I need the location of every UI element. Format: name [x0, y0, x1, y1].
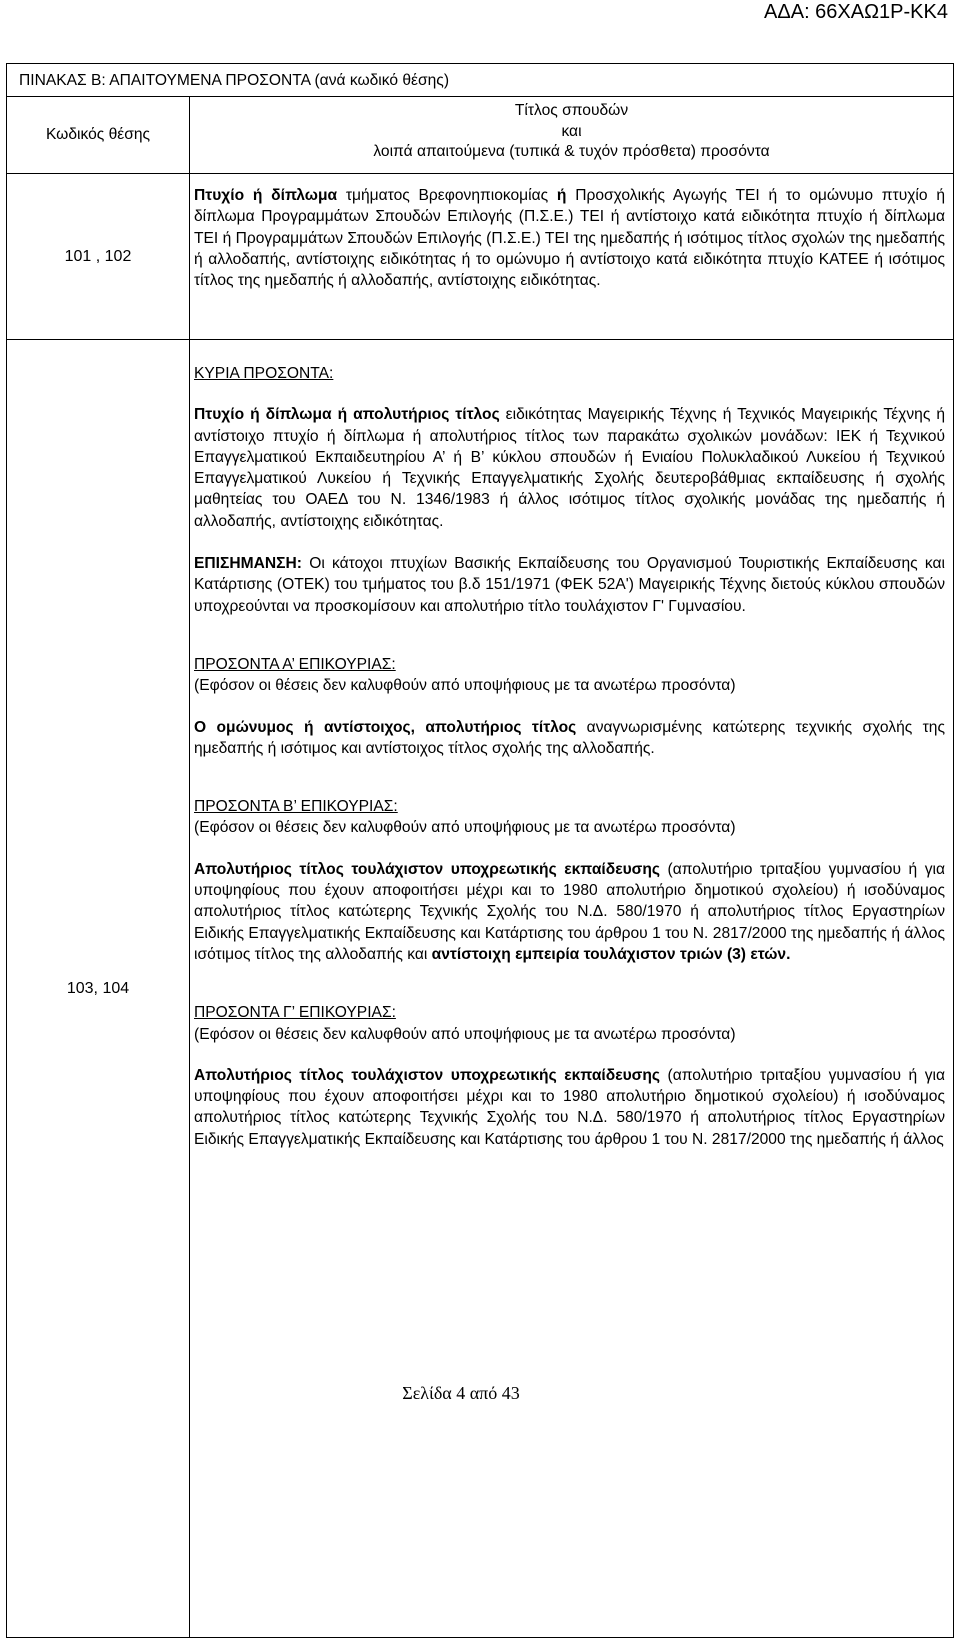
section-heading-b: ΠΡΟΣΟΝΤΑ Β’ ΕΠΙΚΟΥΡΙΑΣ: [194, 798, 398, 816]
table-header-row [7, 97, 954, 174]
section-subheading: (Εφόσον οι θέσεις δεν καλυφθούν από υποψήφιους με τα ανωτέρω προσόντα) [194, 819, 736, 837]
ada-code: ΑΔΑ: 66ΧΑΩ1Ρ-ΚΚ4 [764, 1, 948, 23]
paragraph-main: Πτυχίο ή δίπλωμα ή απολυτήριος τίτλος ειδικότητας Μαγειρικής Τέχνης ή Τεχνικός Μαγειρικής Τέχνης ή αντίστοιχο πτυχίο ή δίπλωμα ή απολυτήριος τίτλος των παρακάτω σχολικών μονάδων: ΙΕΚ ή Τεχνικού Επαγγελματικού Εκπαιδευτηρίου Α’ ή Β’ κύκλου σπουδών ή Ενιαίου Πολυκλαδικού Λυκείου ή Τεχνικού Επαγγελματικού Λυκείου ή Τεχνικής Επαγγελματικής Σχολής δευτεροβάθμιας εκπαίδευσης ή σχολής μαθητείας του ΟΑΕΔ του Ν. 1346/1983 ή άλλος ισότιμος τίτλος σχολικής μονάδας της ημεδαπής ή αλλοδαπής, αντίστοιχης ειδικότητας. [194, 406, 945, 530]
paragraph-note: ΕΠΙΣΗΜΑΝΣΗ: Οι κάτοχοι πτυχίων Βασικής Εκπαίδευσης του Οργανισμού Τουριστικής Εκπαίδευσης και Κατάρτισης (ΟΤΕΚ) του τμήματος του β.δ 151/1971 (ΦΕΚ 52Α') Μαγειρικής Τέχνης διετούς κύκλου σπουδών υποχρεούνται να προσκομίσουν και απολυτήριο τίτλο τουλάχιστον Γ' Γυμνασίου. [194, 555, 945, 615]
table-title-row [7, 64, 954, 97]
section-subheading: (Εφόσον οι θέσεις δεν καλυφθούν από υποψήφιους με τα ανωτέρω προσόντα) [194, 677, 736, 695]
column-header-code: Κωδικός θέσης [7, 97, 190, 174]
section-heading-c: ΠΡΟΣΟΝΤΑ Γ’ ΕΠΙΚΟΥΡΙΑΣ: [194, 1004, 396, 1022]
section-heading-a: ΠΡΟΣΟΝΤΑ Α’ ΕΠΙΚΟΥΡΙΑΣ: [194, 655, 396, 673]
position-code: 101 , 102 [7, 174, 190, 340]
table-title: ΠΙΝΑΚΑΣ Β: ΑΠΑΙΤΟΥΜΕΝΑ ΠΡΟΣΟΝΤΑ (ανά κωδικό θέσης) [7, 64, 954, 97]
table-row [7, 174, 954, 340]
paragraph-c: Απολυτήριος τίτλος τουλάχιστον υποχρεωτικής εκπαίδευσης (απολυτήριο τριταξίου γυμνασίου ή για υποψηφίους που έχουν αποφοιτήσει μέχρι και το 1980 απολυτήριο δημοτικού σχολείου) ή ισοδύναμος απολυτήριος τίτλος κατώτερης Τεχνικής Σχολής του Ν.Δ. 580/1970 ή απολυτήριος τίτλος Εργαστηρίων Ειδικής Επαγγελματικής Εκπαίδευσης και Κατάρτισης του άρθρου 1 του Ν. 2817/2000 της ημεδαπής ή άλλος [194, 1066, 945, 1148]
position-code: 103, 104 [7, 340, 190, 1638]
header-line: λοιπά απαιτούμενα (τυπικά & τυχόν πρόσθετα) προσόντα [373, 143, 770, 160]
section-heading-main: ΚΥΡΙΑ ΠΡΟΣΟΝΤΑ: [194, 365, 334, 382]
header-line: και [561, 122, 582, 140]
qualification-text: Πτυχίο ή δίπλωμα τμήματος Βρεφονηπιοκομίας ή Προσχολικής Αγωγής ΤΕΙ ή το ομώνυμο πτυχίο ή δίπλωμα Προγραμμάτων Σπουδών Επιλογής (Π.Σ.Ε.) ΤΕΙ ή αντίστοιχο κατά ειδικότητα πτυχίο ή δίπλωμα ΤΕΙ ή Προγραμμάτων Σπουδών Επιλογής (Π.Σ.Ε.) ΤΕΙ της ημεδαπής ή ισότιμος τίτλος σχολών της ημεδαπής ή αλλοδαπής, αντίστοιχης ειδικότητας ή το ομώνυμο ή αντίστοιχο κατά ειδικότητα πτυχίο ΚΑΤΕΕ ή ισότιμος τίτλος της ημεδαπής ή αλλοδαπής, αντίστοιχης ειδικότητας. [190, 174, 954, 340]
section-subheading: (Εφόσον οι θέσεις δεν καλυφθούν από υποψήφιους με τα ανωτέρω προσόντα) [194, 1025, 736, 1043]
header-line: Τίτλος σπουδών [514, 102, 629, 119]
table-row [7, 340, 954, 1638]
paragraph-a: Ο ομώνυμος ή αντίστοιχος, απολυτήριος τίτλος αναγνωρισμένης κατώτερης τεχνικής σχολής της ημεδαπής ή ισότιμος και αντίστοιχος τίτλος σχολής της αλλοδαπής. [194, 718, 945, 757]
qualification-text [190, 340, 954, 1638]
column-header-qualifications [190, 97, 954, 174]
page-number: Σελίδα 4 από 43 [402, 1383, 520, 1403]
paragraph-b: Απολυτήριος τίτλος τουλάχιστον υποχρεωτικής εκπαίδευσης (απολυτήριο τριταξίου γυμνασίου ή για υποψηφίους που έχουν αποφοιτήσει μέχρι και το 1980 απολυτήριο δημοτικού σχολείου) ή ισοδύναμος απολυτήριος τίτλος κατώτερης Τεχνικής Σχολής του Ν.Δ. 580/1970 ή απολυτήριος τίτλος Εργαστηρίων Ειδικής Επαγγελματικής Εκπαίδευσης και Κατάρτισης του άρθρου 1 του Ν. 2817/2000 της ημεδαπής ή άλλος ισότιμος τίτλος της αλλοδαπής και αντίστοιχη εμπειρία τουλάχιστον τριών (3) ετών. [194, 860, 945, 963]
page-footer [0, 1383, 960, 1404]
